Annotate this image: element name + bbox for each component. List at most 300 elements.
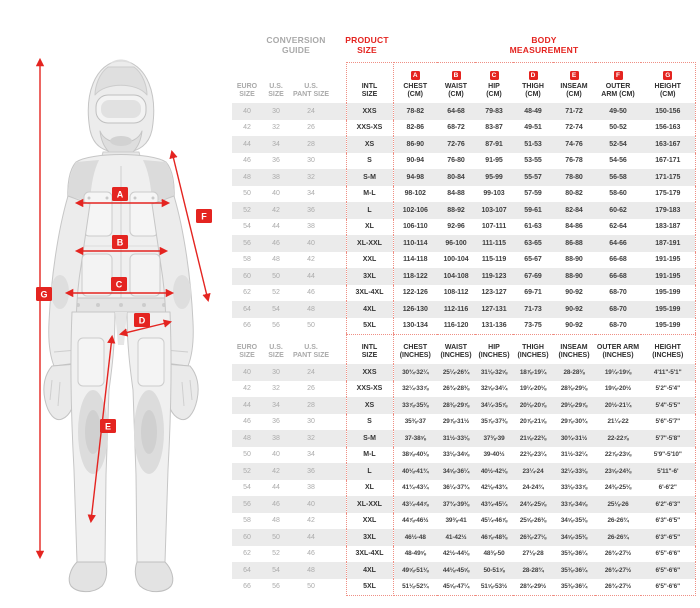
thigh-cell: 48-49 <box>524 107 542 115</box>
hip-cell: 123-127 <box>481 289 507 297</box>
us-pant-size-cell: 32 <box>307 434 315 442</box>
chest-cell: 41¾-43¼ <box>402 484 429 492</box>
us-size-cell: 32 <box>272 124 280 132</box>
column-gap <box>332 513 346 530</box>
outer-arm-cell: 64-66 <box>609 239 627 247</box>
thigh-cell: 73-75 <box>513 318 553 335</box>
chest-cell: 40⅛-41¾ <box>402 467 429 475</box>
waist-cell: 44⅛-45⅝ <box>442 566 470 574</box>
table-row <box>232 430 695 447</box>
col-header-chest-inches: CHEST (INCHES) <box>399 344 431 359</box>
outer-arm-cell: 66-68 <box>609 272 627 280</box>
us-size-cell: 48 <box>272 256 280 264</box>
hip-cell: 115-119 <box>481 256 507 264</box>
intl-size-cell: XL <box>346 480 393 497</box>
outer-arm-cell: 68-70 <box>595 318 641 335</box>
chest-cell: 78-82 <box>406 107 424 115</box>
inseam-cell: 29⅛-29⅞ <box>560 401 588 409</box>
chest-cell: 110-114 <box>403 239 428 247</box>
waist-cell: 88-92 <box>447 206 465 214</box>
chest-cell: 51⅛-52¾ <box>393 579 437 596</box>
thigh-cell: 23¼-24 <box>522 467 544 475</box>
us-pant-size-cell: 28 <box>307 401 315 409</box>
hip-cell: 51⅝-53½ <box>475 579 513 596</box>
euro-size-cell: 46 <box>243 157 251 165</box>
height-cell: 175-179 <box>641 186 695 203</box>
thigh-cell: 25⅝-26⅜ <box>519 517 547 525</box>
chest-cell: 33⅞-35⅜ <box>402 401 429 409</box>
outer-arm-cell: 54-56 <box>609 157 627 165</box>
thigh-cell: 53-55 <box>524 157 542 165</box>
height-cell: 5'9"-5'10" <box>641 447 695 464</box>
intl-size-cell: 3XL-4XL <box>346 285 393 302</box>
outer-arm-cell: 50-52 <box>609 124 627 132</box>
euro-size-cell: 54 <box>243 223 251 231</box>
col-header-inseam-cm: E INSEAM (CM) <box>553 63 595 104</box>
table-row <box>232 235 695 252</box>
intl-size-cell: 4XL <box>346 562 393 579</box>
euro-size-cell: 64 <box>243 305 251 313</box>
intl-size-cell: S-M <box>346 430 393 447</box>
us-pant-size-cell: 44 <box>307 272 315 280</box>
euro-size-cell: 56 <box>243 500 251 508</box>
inseam-cell: 33⅛-33⅞ <box>560 484 588 492</box>
inseam-cell: 33⅞-34⅝ <box>560 500 588 508</box>
label-D <box>134 313 150 327</box>
us-pant-size-cell: 40 <box>307 500 315 508</box>
column-gap <box>332 285 346 302</box>
outer-arm-cell: 26¾-27½ <box>595 579 641 596</box>
table-row <box>232 103 695 120</box>
table-row <box>232 480 695 497</box>
waist-cell: 28⅜-29⅞ <box>442 401 470 409</box>
outer-arm-cell: 19¼-19⅝ <box>604 368 632 376</box>
table-row <box>232 364 695 381</box>
hip-cell: 39-40½ <box>483 451 505 459</box>
chest-cell: 30¾-32¼ <box>402 368 429 376</box>
chest-cell: 37-38⅝ <box>404 434 426 442</box>
col-header-height-cm: G HEIGHT (CM) <box>641 63 695 104</box>
col-header-chest-cm: A CHEST (CM) <box>393 63 437 104</box>
us-size-cell: 48 <box>272 517 280 525</box>
hip-cell: 119-123 <box>481 272 507 280</box>
waist-cell: 39⅜-41 <box>445 517 467 525</box>
us-pant-size-cell: 34 <box>307 451 315 459</box>
us-pant-size-cell: 46 <box>307 550 315 558</box>
thigh-cell: 55-57 <box>524 173 542 181</box>
us-pant-size-cell: 24 <box>307 368 315 376</box>
column-gap <box>332 318 346 335</box>
us-pant-size-cell: 26 <box>307 124 315 132</box>
intl-size-cell: S-M <box>346 169 393 186</box>
table-row <box>232 529 695 546</box>
waist-cell: 92-96 <box>447 223 465 231</box>
intl-size-cell: 4XL <box>346 301 393 318</box>
inseam-cell: 35⅜-36¼ <box>560 566 588 574</box>
badge-c: C <box>490 71 499 80</box>
column-gap <box>332 414 346 431</box>
waist-cell: 31½-33⅛ <box>442 434 470 442</box>
us-size-cell: 56 <box>272 583 280 591</box>
table-row <box>232 219 695 236</box>
height-cell: 5'4"-5'5" <box>641 397 695 414</box>
height-cell: 163-167 <box>641 136 695 153</box>
height-cell: 6'5"-6'6" <box>641 579 695 596</box>
column-gap <box>332 103 346 120</box>
col-header-euro-size: EURO SIZE <box>236 344 258 359</box>
thigh-cell: 69-71 <box>524 289 542 297</box>
chest-cell: 49⅝-51⅛ <box>402 566 429 574</box>
us-size-cell: 34 <box>272 401 280 409</box>
intl-size-cell: XL-XXL <box>346 496 393 513</box>
intl-size-cell: XXS-XS <box>346 381 393 398</box>
chest-cell: 114-118 <box>403 256 428 264</box>
svg-text:F: F <box>201 211 207 222</box>
inseam-cell: 34⅝-35⅜ <box>560 533 588 541</box>
table-row <box>232 318 695 335</box>
chest-cell: 43¼-44⅞ <box>402 500 429 508</box>
us-pant-size-cell: 42 <box>307 517 315 525</box>
waist-cell: 26¾-28⅜ <box>442 385 470 393</box>
intl-size-cell: XL-XXL <box>346 235 393 252</box>
inseam-cell: 29⅞-30¾ <box>560 418 588 426</box>
column-gap <box>332 153 346 170</box>
intl-size-cell: M-L <box>346 186 393 203</box>
table-row <box>232 381 695 398</box>
us-size-cell: 32 <box>272 385 280 393</box>
column-gap <box>332 202 346 219</box>
hip-cell: 107-111 <box>481 223 507 231</box>
outer-arm-cell: 23⅝-24⅜ <box>604 467 632 475</box>
thigh-cell: 59-61 <box>524 206 542 214</box>
column-gap <box>332 397 346 414</box>
euro-size-cell: 48 <box>243 173 251 181</box>
hip-cell: 40½-42⅛ <box>480 467 508 475</box>
intl-size-cell: XL <box>346 219 393 236</box>
hip-cell: 95-99 <box>485 173 503 181</box>
inseam-cell: 90-92 <box>565 289 583 297</box>
badge-f: F <box>614 71 623 80</box>
inseam-cell: 90-92 <box>553 318 595 335</box>
inseam-cell: 80-82 <box>565 190 583 198</box>
us-pant-size-cell: 30 <box>307 157 315 165</box>
intl-size-cell: XS <box>346 136 393 153</box>
table-row <box>232 202 695 219</box>
label-C <box>111 277 127 291</box>
inseam-cell: 31½-32¼ <box>560 451 588 459</box>
height-cell: 5'7"-5'8" <box>641 430 695 447</box>
intl-size-cell: 5XL <box>346 579 393 596</box>
inches-table-body <box>232 364 695 595</box>
us-size-cell: 44 <box>272 223 280 231</box>
thigh-cell: 19¼-20⅛ <box>519 385 547 393</box>
outer-arm-cell: 56-58 <box>609 173 627 181</box>
product-size-title: PRODUCT SIZE <box>345 35 389 55</box>
hip-cell: 83-87 <box>485 124 503 132</box>
col-header-us-size: U.S. SIZE <box>268 83 284 98</box>
euro-size-cell: 62 <box>243 550 251 558</box>
badge-d: D <box>529 71 538 80</box>
inseam-cell: 78-80 <box>565 173 583 181</box>
height-cell: 179-183 <box>641 202 695 219</box>
svg-text:G: G <box>40 289 48 300</box>
us-size-cell: 46 <box>272 500 280 508</box>
table-row <box>232 268 695 285</box>
badge-a: A <box>411 71 420 80</box>
height-cell: 171-175 <box>641 169 695 186</box>
inseam-cell: 28⅜-29⅛ <box>560 385 588 393</box>
table-row <box>232 397 695 414</box>
euro-size-cell: 64 <box>243 566 251 574</box>
thigh-cell: 24¾-25⅝ <box>519 500 547 508</box>
table-row <box>232 120 695 137</box>
inseam-cell: 74-76 <box>565 140 583 148</box>
hip-cell: 46⅞-48⅜ <box>480 533 508 541</box>
waist-cell: 37¾-39⅜ <box>442 500 470 508</box>
euro-size-cell: 60 <box>243 533 251 541</box>
col-header-us-pant-size: U.S. PANT SIZE <box>292 344 330 359</box>
hip-cell: 35⅞-37⅜ <box>480 418 508 426</box>
intl-size-cell: M-L <box>346 447 393 464</box>
column-gap <box>332 301 346 318</box>
us-pant-size-cell: 32 <box>307 173 315 181</box>
euro-size-cell: 60 <box>243 272 251 280</box>
conversion-guide-title: CONVERSION GUIDE <box>266 35 326 55</box>
outer-arm-cell: 66-68 <box>609 256 627 264</box>
us-pant-size-cell: 48 <box>307 305 315 313</box>
waist-cell: 68-72 <box>447 124 465 132</box>
col-header-us-size: U.S. SIZE <box>268 344 284 359</box>
us-pant-size-cell: 44 <box>307 533 315 541</box>
size-tables-panel <box>232 0 700 608</box>
us-pant-size-cell: 36 <box>307 467 315 475</box>
hip-cell: 79-83 <box>485 107 503 115</box>
hip-cell: 42⅛-43¾ <box>480 484 508 492</box>
column-gap <box>332 496 346 513</box>
chest-cell: 86-90 <box>406 140 424 148</box>
inseam-cell: 32¼-33⅛ <box>560 467 588 475</box>
outer-arm-cell: 68-70 <box>609 305 627 313</box>
euro-size-cell: 50 <box>243 190 251 198</box>
us-pant-size-cell: 28 <box>307 140 315 148</box>
euro-size-cell: 42 <box>243 124 251 132</box>
column-gap <box>332 333 346 364</box>
outer-arm-cell: 24⅜-25⅛ <box>604 484 632 492</box>
column-gap <box>332 447 346 464</box>
us-size-cell: 54 <box>272 566 280 574</box>
inseam-cell: 72-74 <box>565 124 583 132</box>
height-cell: 6'-6'2" <box>641 480 695 497</box>
inseam-cell: 76-78 <box>565 157 583 165</box>
hip-cell: 45¼-46⅞ <box>480 517 508 525</box>
col-header-outer-arm-inches: OUTER ARM (INCHES) <box>596 344 640 359</box>
inseam-cell: 88-90 <box>565 272 583 280</box>
waist-cell: 64-68 <box>447 107 465 115</box>
chest-cell: 130-134 <box>393 318 437 335</box>
height-cell: 195-199 <box>641 285 695 302</box>
outer-arm-cell: 21¼-22 <box>607 418 629 426</box>
chest-cell: 35⅜-37 <box>404 418 426 426</box>
thigh-cell: 65-67 <box>524 256 542 264</box>
hip-cell: 34¼-35⅞ <box>480 401 508 409</box>
euro-size-cell: 42 <box>243 385 251 393</box>
hip-cell: 91-95 <box>485 157 503 165</box>
thigh-cell: 27⅛-28 <box>522 550 544 558</box>
inseam-cell: 34⅝-35⅜ <box>560 517 588 525</box>
thigh-cell: 67-69 <box>524 272 542 280</box>
chest-cell: 118-122 <box>402 272 428 280</box>
thigh-cell: 26⅜-27⅛ <box>519 533 547 541</box>
height-cell: 5'2"-5'4" <box>641 381 695 398</box>
rider-silhouette <box>44 60 198 592</box>
chest-cell: 32¼-33⅞ <box>402 385 429 393</box>
intl-size-cell: 3XL <box>346 529 393 546</box>
intl-size-cell: L <box>346 463 393 480</box>
us-pant-size-cell: 40 <box>307 239 315 247</box>
height-cell: 191-195 <box>641 252 695 269</box>
height-cell: 183-187 <box>641 219 695 236</box>
height-cell: 6'5"-6'6" <box>641 546 695 563</box>
height-cell: 191-195 <box>641 268 695 285</box>
table-row <box>232 562 695 579</box>
euro-size-cell: 50 <box>243 451 251 459</box>
outer-arm-cell: 26¾-27½ <box>604 550 632 558</box>
badge-e: E <box>570 71 579 80</box>
thigh-cell: 61-63 <box>524 223 542 231</box>
us-size-cell: 36 <box>272 157 280 165</box>
waist-cell: 41-42½ <box>445 533 467 541</box>
us-pant-size-cell: 34 <box>307 190 315 198</box>
table-row <box>232 546 695 563</box>
thigh-cell: 20⅞-21⅝ <box>519 418 547 426</box>
us-size-cell: 42 <box>272 467 280 475</box>
chest-cell: 44⅞-46½ <box>402 517 429 525</box>
table-row <box>232 169 695 186</box>
us-size-cell: 40 <box>272 451 280 459</box>
chest-cell: 98-102 <box>404 190 426 198</box>
us-size-cell: 36 <box>272 418 280 426</box>
euro-size-cell: 52 <box>243 467 251 475</box>
waist-cell: 36¼-37¾ <box>442 484 470 492</box>
outer-arm-cell: 25⅛-26 <box>607 500 629 508</box>
col-header-height-inches: HEIGHT (INCHES) <box>641 333 695 364</box>
us-pant-size-cell: 46 <box>307 289 315 297</box>
outer-arm-cell: 49-50 <box>609 107 627 115</box>
height-cell: 6'2"-6'3" <box>641 496 695 513</box>
thigh-cell: 28-28¾ <box>522 566 544 574</box>
euro-size-cell: 52 <box>243 206 251 214</box>
column-gap <box>332 219 346 236</box>
col-header-waist-inches: WAIST (INCHES) <box>440 344 472 359</box>
thigh-cell: 21⅝-22⅜ <box>519 434 547 442</box>
hip-cell: 103-107 <box>481 206 507 214</box>
euro-size-cell: 46 <box>243 418 251 426</box>
col-header-waist-cm: B WAIST (CM) <box>437 63 475 104</box>
table-row <box>232 285 695 302</box>
badge-g: G <box>665 72 671 79</box>
intl-size-cell: S <box>346 414 393 431</box>
height-cell: 150-156 <box>641 103 695 120</box>
inseam-cell: 84-86 <box>565 223 583 231</box>
us-pant-size-cell: 36 <box>307 206 315 214</box>
height-cell: 5'6"-5'7" <box>641 414 695 431</box>
waist-cell: 25¼-26¾ <box>442 368 470 376</box>
thigh-cell: 24-24¾ <box>522 484 544 492</box>
euro-size-cell: 44 <box>243 140 251 148</box>
column-gap <box>332 252 346 269</box>
us-size-cell: 34 <box>272 140 280 148</box>
euro-size-cell: 40 <box>243 107 251 115</box>
column-gap <box>332 364 346 381</box>
intl-size-cell: S <box>346 153 393 170</box>
thigh-cell: 49-51 <box>524 124 542 132</box>
outer-arm-cell: 22⅞-23⅝ <box>604 451 632 459</box>
table-row <box>232 579 695 596</box>
label-E <box>100 419 116 433</box>
us-size-cell: 54 <box>272 305 280 313</box>
intl-size-cell: XXS-XS <box>346 120 393 137</box>
col-header-hip-cm: C HIP (CM) <box>475 63 513 104</box>
rider-figure-diagram <box>0 0 232 608</box>
height-cell: 195-199 <box>641 318 695 335</box>
waist-cell: 104-108 <box>443 272 469 280</box>
label-G <box>36 287 52 301</box>
col-header-euro-size: EURO SIZE <box>236 83 258 98</box>
us-pant-size-cell: 50 <box>307 322 315 330</box>
outer-arm-cell: 26¾-27½ <box>604 566 632 574</box>
euro-size-cell: 54 <box>243 484 251 492</box>
column-gap <box>332 480 346 497</box>
outer-arm-cell: 62-64 <box>609 223 627 231</box>
col-header-hip-inches: HIP (INCHES) <box>478 344 510 359</box>
us-size-cell: 42 <box>272 206 280 214</box>
euro-size-cell: 44 <box>243 401 251 409</box>
hip-cell: 111-115 <box>482 239 506 247</box>
intl-size-cell: 3XL-4XL <box>346 546 393 563</box>
inseam-cell: 90-92 <box>565 305 583 313</box>
height-cell: 5'11"-6' <box>641 463 695 480</box>
pants <box>71 312 171 562</box>
us-size-cell: 30 <box>272 368 280 376</box>
chest-cell: 106-110 <box>402 223 428 231</box>
euro-size-cell: 40 <box>243 368 251 376</box>
chest-cell: 90-94 <box>406 157 424 165</box>
svg-text:D: D <box>138 315 146 326</box>
chest-cell: 46½-48 <box>404 533 426 541</box>
column-gap <box>332 268 346 285</box>
us-size-cell: 40 <box>272 190 280 198</box>
us-pant-size-cell: 48 <box>307 566 315 574</box>
thigh-cell: 22⅜-23¼ <box>519 451 547 459</box>
waist-cell: 84-88 <box>447 190 465 198</box>
us-pant-size-cell: 50 <box>307 583 315 591</box>
hip-cell: 32⅝-34¼ <box>480 385 508 393</box>
column-gap <box>332 562 346 579</box>
height-cell: 187-191 <box>641 235 695 252</box>
inseam-cell: 28-28⅜ <box>563 368 585 376</box>
hip-cell: 87-91 <box>485 140 503 148</box>
us-pant-size-cell: 24 <box>307 107 315 115</box>
column-gap <box>332 120 346 137</box>
gloves <box>44 364 198 420</box>
hip-cell: 131-136 <box>475 318 513 335</box>
inseam-cell: 35⅜-36¼ <box>560 550 588 558</box>
us-size-cell: 50 <box>272 272 280 280</box>
thigh-cell: 63-65 <box>524 239 542 247</box>
thigh-cell: 57-59 <box>524 190 542 198</box>
hip-cell: 43¾-45¼ <box>480 500 508 508</box>
table-row <box>232 414 695 431</box>
